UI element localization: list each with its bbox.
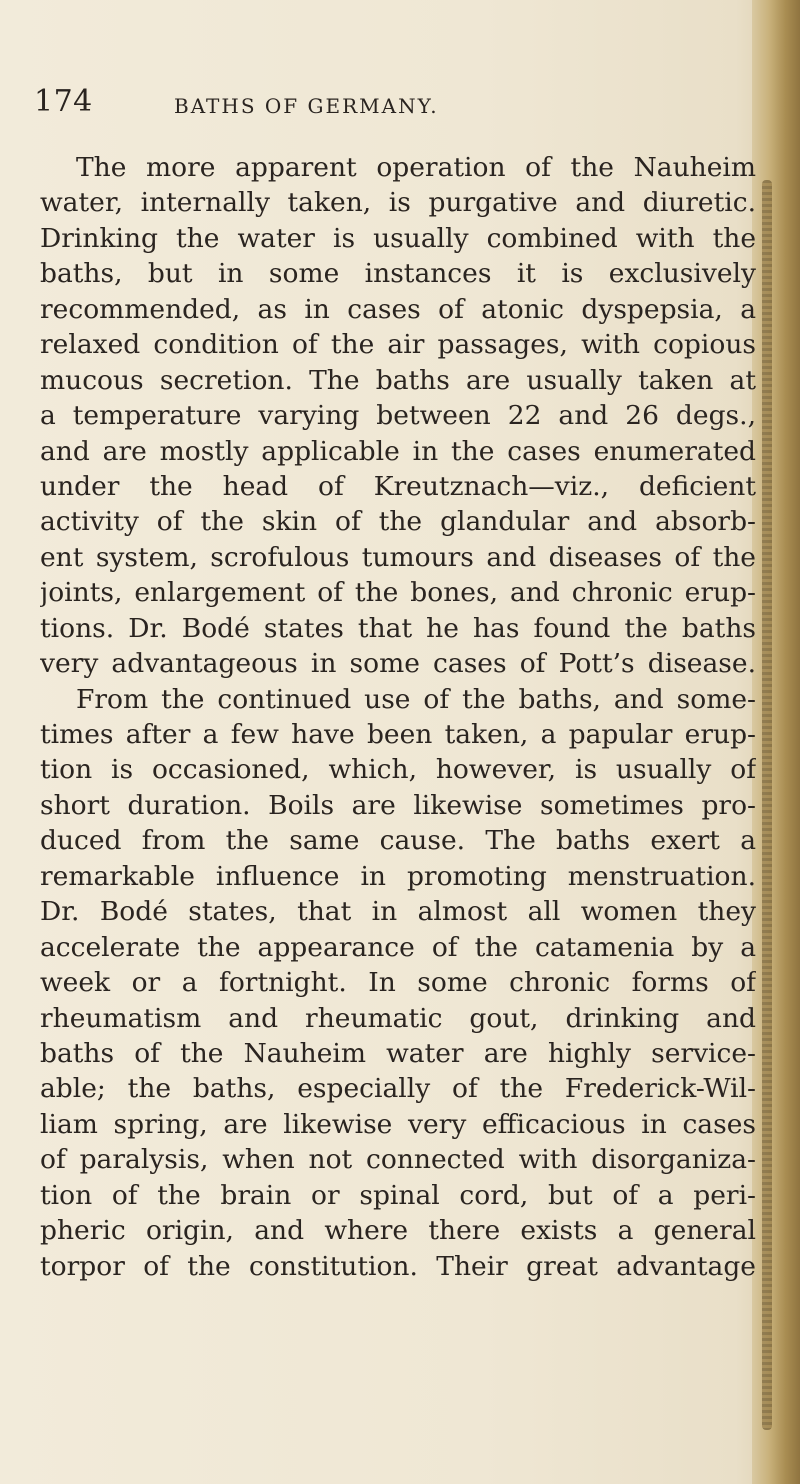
text-line: tion of the brain or spinal cord, but of a peri- [40,1179,756,1211]
text-line: a temperature varying between 22 and 26 degs., [40,400,756,432]
text-line: liam spring, are likewise very efficacious in cases [40,1108,756,1140]
text-line: tion is occasioned, which, however, is usually of [40,754,756,786]
page-binding-edge [752,0,800,1484]
body-paragraph [40,150,756,1284]
text-line: Drinking the water is usually combined with the [40,222,756,254]
text-line: water, internally taken, is purgative and diuretic. [40,187,756,219]
running-title: BATHS OF GERMANY. [174,94,439,118]
page-header [34,84,754,124]
text-line: under the head of Kreutznach—viz., deficient [40,470,756,502]
text-line: duced from the same cause. The baths exert a [40,825,756,857]
text-line: Dr. Bodé states, that in almost all women they [40,896,756,928]
text-line: joints, enlargement of the bones, and chronic erup- [40,577,756,609]
text-line: short duration. Boils are likewise sometimes pro- [40,789,756,821]
text-line: able; the baths, especially of the Frederick-Wil- [40,1073,756,1105]
text-line: The more apparent operation of the Nauheim [76,152,756,183]
text-line: ent system, scrofulous tumours and diseases of the [40,541,756,573]
text-line: torpor of the constitution. Their great advantage [40,1250,756,1282]
text-line: recommended, as in cases of atonic dyspepsia, a [40,293,756,325]
text-line: activity of the skin of the glandular and absorb- [40,506,756,538]
page-number: 174 [34,84,93,119]
text-line: tions. Dr. Bodé states that he has found the baths [40,612,756,644]
text-line: baths, but in some instances it is exclusively [40,258,756,290]
text-line: baths of the Nauheim water are highly service- [40,1037,756,1069]
text-line: mucous secretion. The baths are usually taken at [40,364,756,396]
text-line: From the continued use of the baths, and some- [76,683,756,715]
text-line: relaxed condition of the air passages, with copious [40,329,756,361]
text-line: accelerate the appearance of the catamenia by a [40,931,756,963]
text-line: times after a few have been taken, a papular erup- [40,719,756,750]
text-line: pheric origin, and where there exists a general [40,1215,756,1247]
text-line: very advantageous in some cases of Pott’s disease. [40,648,756,680]
text-line: week or a fortnight. In some chronic forms of [40,967,756,999]
text-line: and are mostly applicable in the cases enumerated [40,435,756,467]
text-line: of paralysis, when not connected with disorganiza- [40,1144,756,1176]
text-line: remarkable influence in promoting menstruation. [40,860,756,892]
text-line: rheumatism and rheumatic gout, drinking and [40,1002,756,1034]
